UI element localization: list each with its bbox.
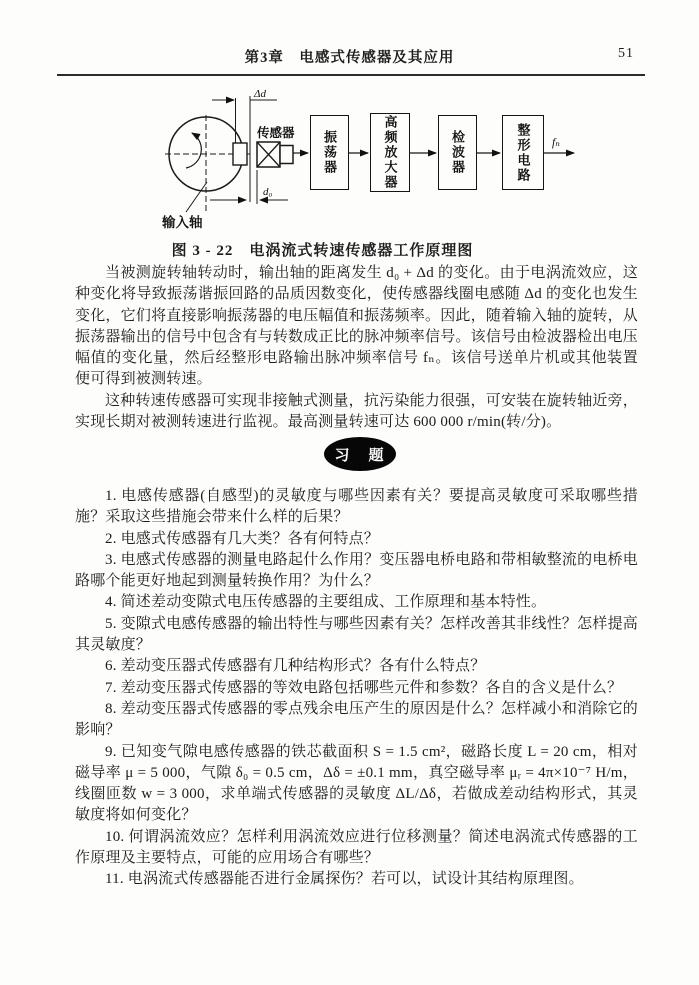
block-shaping-circuit-label: 整形电路 bbox=[515, 122, 531, 183]
block-oscillator bbox=[310, 115, 349, 190]
rotation-arrow bbox=[186, 133, 201, 168]
exercises-list bbox=[75, 486, 638, 891]
block-detector-label: 检波器 bbox=[450, 130, 465, 175]
shaft-key-notch bbox=[233, 143, 247, 165]
exercise-item: 5. 变隙式电感传感器的输出特性与哪些因素有关？怎样改善其非线性？怎样提高其灵敏度？ bbox=[75, 615, 638, 654]
header-rule bbox=[57, 74, 645, 76]
input-shaft-label: 输入轴 bbox=[162, 215, 203, 230]
exercise-item: 7. 差动变压器式传感器的等效电路包括哪些元件和参数？各自的含义是什么？ bbox=[105, 679, 623, 696]
initial-gap-label: d₀ bbox=[263, 186, 273, 198]
paragraph: 这种转速传感器可实现非接触式测量，抗污染能力很强，可安装在旋转轴近旁，实现长期对被测转速进行监视。最高测量转速可达 600 000 r/min(转/分)。 bbox=[75, 392, 638, 431]
figure-caption: 图 3 - 22 电涡流式转速传感器工作原理图 bbox=[171, 243, 474, 259]
figure-3-22-diagram bbox=[160, 88, 588, 240]
exercise-item: 2. 电感式传感器有几大类？各有何特点？ bbox=[105, 530, 380, 547]
exercise-item: 1. 电感传感器(自感型)的灵敏度与哪些因素有关？要提高灵敏度可采取哪些措施？采取这些措施会带来什么样的后果？ bbox=[75, 488, 638, 526]
exercise-item: 11. 电涡流式传感器能否进行金属探伤？若可以，试设计其结构原理图。 bbox=[105, 871, 584, 888]
gap-variation-label: Δd bbox=[254, 88, 266, 100]
exercise-item: 10. 何谓涡流效应？怎样利用涡流效应进行位移测量？简述电涡流式传感器的工作原理及主要特点，可能的应用场合有哪些？ bbox=[75, 828, 638, 867]
block-detector bbox=[438, 115, 477, 190]
block-shaping-circuit bbox=[502, 115, 544, 190]
exercise-item: 4. 简述差动变隙式电压传感器的主要组成、工作原理和基本特性。 bbox=[105, 594, 547, 611]
output-frequency-label: fₙ bbox=[552, 137, 560, 149]
exercise-item: 6. 差动变压器式传感器有几种结构形式？各有什么特点？ bbox=[105, 658, 486, 675]
sensor-probe-symbol bbox=[257, 142, 293, 167]
exercises-section-badge bbox=[324, 437, 396, 471]
chapter-running-title: 第3章 电感式传感器及其应用 bbox=[244, 50, 455, 66]
page-number: 51 bbox=[618, 46, 634, 61]
gap-variation-dimension bbox=[212, 88, 277, 100]
exercise-item: 8. 差动变压器式传感器的零点残余电压产生的原因是什么？怎样减小和消除它的影响？ bbox=[75, 700, 638, 739]
sensor-label: 传感器 bbox=[257, 126, 295, 140]
exercises-title: 习 题 bbox=[334, 447, 386, 464]
block-hf-amplifier bbox=[370, 113, 410, 192]
exercise-item: 9. 已知变气隙电感传感器的铁芯截面积 S = 1.5 cm²，磁路长度 L = 20 cm，相对磁导率 μ = 5 000，气隙 δ₀ = 0.5 cm，Δδ = ±0.1 mm，真空磁导率 μᵣ = 4π×10⁻⁷ H/m，线圈匝数 w = 3 000，求单端式传感器的灵敏度 ΔL/Δδ，若做成差动结构形式，其灵敏度将如何变化？ bbox=[75, 743, 638, 824]
exercise-item: 3. 电感式传感器的测量电路起什么作用？变压器电桥电路和带相敏整流的电桥电路哪个能更好地起到测量转换作用？为什么？ bbox=[75, 551, 638, 590]
block-hf-amplifier-label: 高频放大器 bbox=[382, 115, 398, 190]
input-shaft-circle bbox=[165, 115, 250, 212]
block-oscillator-label: 振荡器 bbox=[322, 130, 337, 175]
paragraph: 当被测旋转轴转动时，输出轴的距离发生 d₀ + Δd 的变化。由于电涡流效应，这种变化将导致振荡谐振回路的品质因数变化，使传感器线圈电感随 Δd 的变化也发生变化，它们将直接影响振荡器的电压幅值和振荡频率。因此，随着输入轴的旋转，从振荡器输出的信号中包含有与转数成正比的脉冲频率信号。该信号由检波器检出电压幅值的变化量，然后经整形电路输出脉冲频率信号 fₙ。该信号送单片机或其他装置便可得到被测转速。 bbox=[75, 265, 638, 388]
body-text bbox=[75, 263, 638, 433]
